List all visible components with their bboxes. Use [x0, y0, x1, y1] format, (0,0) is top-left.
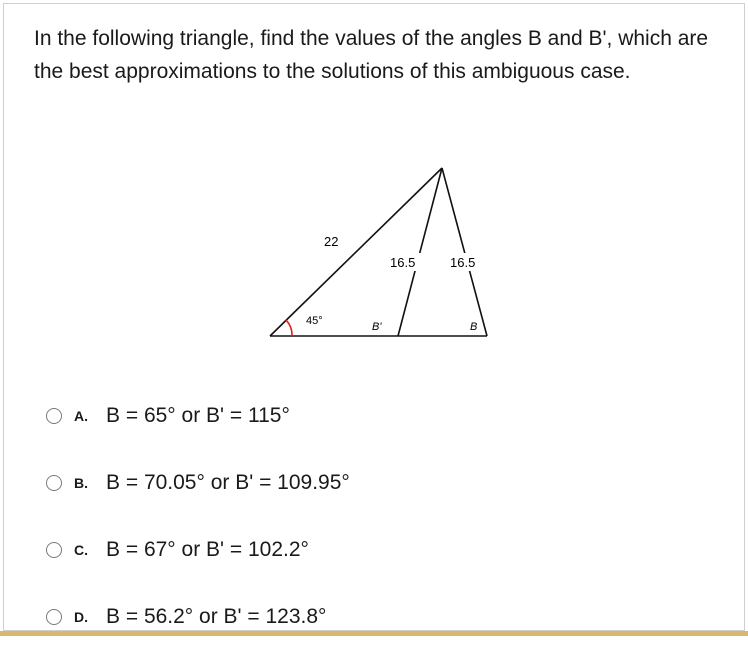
option-b-text: B = 70.05° or B' = 109.95°	[106, 471, 350, 494]
side-label-mid: 16.5	[390, 255, 416, 270]
angle-arc	[286, 320, 292, 336]
option-d-text: B = 56.2° or B' = 123.8°	[106, 605, 327, 628]
radio-b[interactable]	[46, 475, 62, 491]
radio-d[interactable]	[46, 609, 62, 625]
radio-c[interactable]	[46, 542, 62, 558]
triangle-figure	[262, 160, 502, 350]
option-b[interactable]	[46, 465, 506, 501]
vertex-label-b: B	[470, 321, 478, 333]
triangle-side-22	[270, 168, 442, 336]
option-a-text: B = 65° or B' = 115°	[106, 404, 290, 427]
triangle-side-mid	[398, 168, 442, 336]
option-b-letter: B.	[74, 475, 88, 491]
vertex-label-b-prime: B'	[372, 321, 382, 333]
question-text: In the following triangle, find the values of the angles B and B', which are the best approximations to the solutions of this ambiguous case.	[34, 27, 709, 83]
triangle-side-right	[442, 168, 487, 336]
answer-options	[46, 398, 506, 666]
bottom-bar	[0, 631, 748, 636]
option-c[interactable]	[46, 532, 506, 568]
angle-label-45: 45°	[306, 315, 323, 327]
option-a[interactable]	[46, 398, 506, 434]
option-d-letter: D.	[74, 609, 88, 625]
option-d[interactable]	[46, 599, 506, 635]
option-c-text: B = 67° or B' = 102.2°	[106, 538, 309, 561]
option-a-letter: A.	[74, 408, 88, 424]
side-label-right: 16.5	[450, 255, 476, 270]
radio-a[interactable]	[46, 408, 62, 424]
side-label-22: 22	[324, 234, 339, 249]
option-c-letter: C.	[74, 542, 88, 558]
